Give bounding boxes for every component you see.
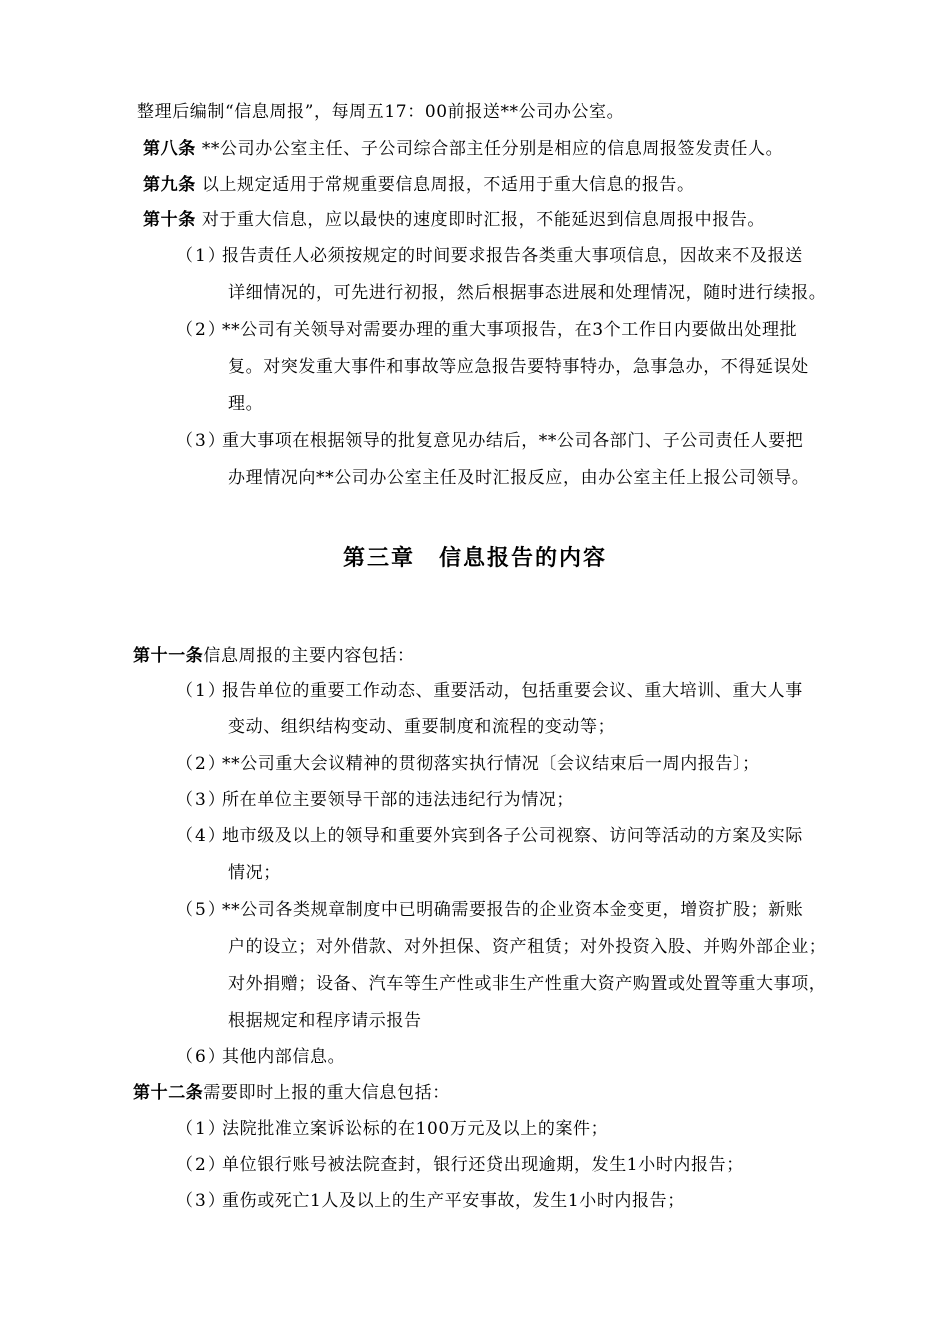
list-item-number: （1） — [176, 681, 227, 701]
article-text: 以上规定适用于常规重要信息周报，不适用于重大信息的报告。 — [201, 175, 695, 195]
list-item — [176, 319, 797, 341]
list-item — [176, 245, 803, 267]
list-item-continuation: 复。对突发重大事件和事故等应急报告要特事特办，急事急办，不得延误处 — [228, 357, 809, 377]
chapter-title: 第三章 信息报告的内容 — [342, 545, 607, 571]
list-item — [176, 680, 803, 702]
list-item-text: 其他内部信息。 — [222, 1047, 346, 1067]
list-item-text: 报告责任人必须按规定的时间要求报告各类重大事项信息，因故来不及报送 — [222, 246, 803, 266]
list-item — [176, 1154, 744, 1176]
list-item-text: 所在单位主要领导干部的违法违纪行为情况； — [222, 790, 574, 810]
list-item-number: （3） — [176, 431, 227, 451]
list-item — [176, 1190, 685, 1212]
list-item-text: **公司各类规章制度中已明确需要报告的企业资本金变更，增资扩股；新账 — [222, 900, 804, 920]
list-item-text: 报告单位的重要工作动态、重要活动，包括重要会议、重大培训、重大人事 — [222, 681, 803, 701]
article-text: **公司办公室主任、子公司综合部主任分别是相应的信息周报签发责任人。 — [201, 139, 784, 159]
list-item — [176, 899, 803, 921]
list-item-number: （2） — [176, 754, 227, 774]
list-item — [176, 789, 574, 811]
list-item-continuation: 对外捐赠；设备、汽车等生产性或非生产性重大资产购置或处置等重大事项， — [228, 974, 827, 994]
list-item — [176, 753, 760, 775]
paragraph-continuation: 整理后编制“信息周报”，每周五17：00前报送**公司办公室。 — [137, 102, 625, 122]
list-item-text: 单位银行账号被法院查封，银行还贷出现逾期，发生1小时内报告； — [222, 1155, 744, 1175]
article-text: 信息周报的主要内容包括： — [203, 646, 415, 666]
list-item — [176, 1118, 608, 1140]
list-item-number: （3） — [176, 790, 227, 810]
list-item-text: 重伤或死亡1人及以上的生产平安事故，发生1小时内报告； — [222, 1191, 685, 1211]
article-text: 需要即时上报的重大信息包括： — [203, 1083, 450, 1103]
article-label: 第八条 — [143, 139, 196, 159]
list-item-number: （4） — [176, 826, 227, 846]
article-label: 第九条 — [143, 175, 196, 195]
list-item-number: （5） — [176, 900, 227, 920]
list-item-text: **公司有关领导对需要办理的重大事项报告，在3个工作日内要做出处理批 — [222, 320, 798, 340]
list-item-continuation: 详细情况的，可先进行初报，然后根据事态进展和处理情况，随时进行续报。 — [228, 283, 827, 303]
article-label: 第十二条 — [133, 1083, 204, 1103]
list-item-number: （3） — [176, 1191, 227, 1211]
list-item-text: **公司重大会议精神的贯彻落实执行情况〔会议结束后一周内报告〕； — [222, 754, 760, 774]
article-12 — [133, 1082, 450, 1104]
list-item-text: 法院批准立案诉讼标的在100万元及以上的案件； — [222, 1119, 609, 1139]
list-item-continuation: 变动、组织结构变动、重要制度和流程的变动等； — [228, 717, 616, 737]
list-item — [176, 430, 803, 452]
article-text: 对于重大信息，应以最快的速度即时汇报，不能延迟到信息周报中报告。 — [201, 210, 766, 230]
article-10 — [143, 209, 765, 231]
list-item-continuation: 理。 — [228, 394, 264, 414]
list-item-number: （2） — [176, 320, 227, 340]
article-label: 第十条 — [143, 210, 196, 230]
list-item — [176, 1046, 345, 1068]
list-item-text: 重大事项在根据领导的批复意见办结后，**公司各部门、子公司责任人要把 — [222, 431, 804, 451]
list-item-number: （2） — [176, 1155, 227, 1175]
list-item-continuation: 户的设立；对外借款、对外担保、资产租赁；对外投资入股、并购外部企业； — [228, 937, 827, 957]
list-item — [176, 825, 803, 847]
article-11 — [133, 645, 415, 667]
article-label: 第十一条 — [133, 646, 204, 666]
list-item-number: （1） — [176, 246, 227, 266]
list-item-text: 地市级及以上的领导和重要外宾到各子公司视察、访问等活动的方案及实际 — [222, 826, 803, 846]
list-item-continuation: 根据规定和程序请示报告 — [228, 1011, 422, 1031]
list-item-continuation: 情况； — [228, 863, 281, 883]
article-8 — [143, 138, 783, 160]
list-item-number: （1） — [176, 1119, 227, 1139]
list-item-number: （6） — [176, 1047, 227, 1067]
article-9 — [143, 174, 695, 196]
list-item-continuation: 办理情况向**公司办公室主任及时汇报反应，由办公室主任上报公司领导。 — [228, 468, 810, 488]
